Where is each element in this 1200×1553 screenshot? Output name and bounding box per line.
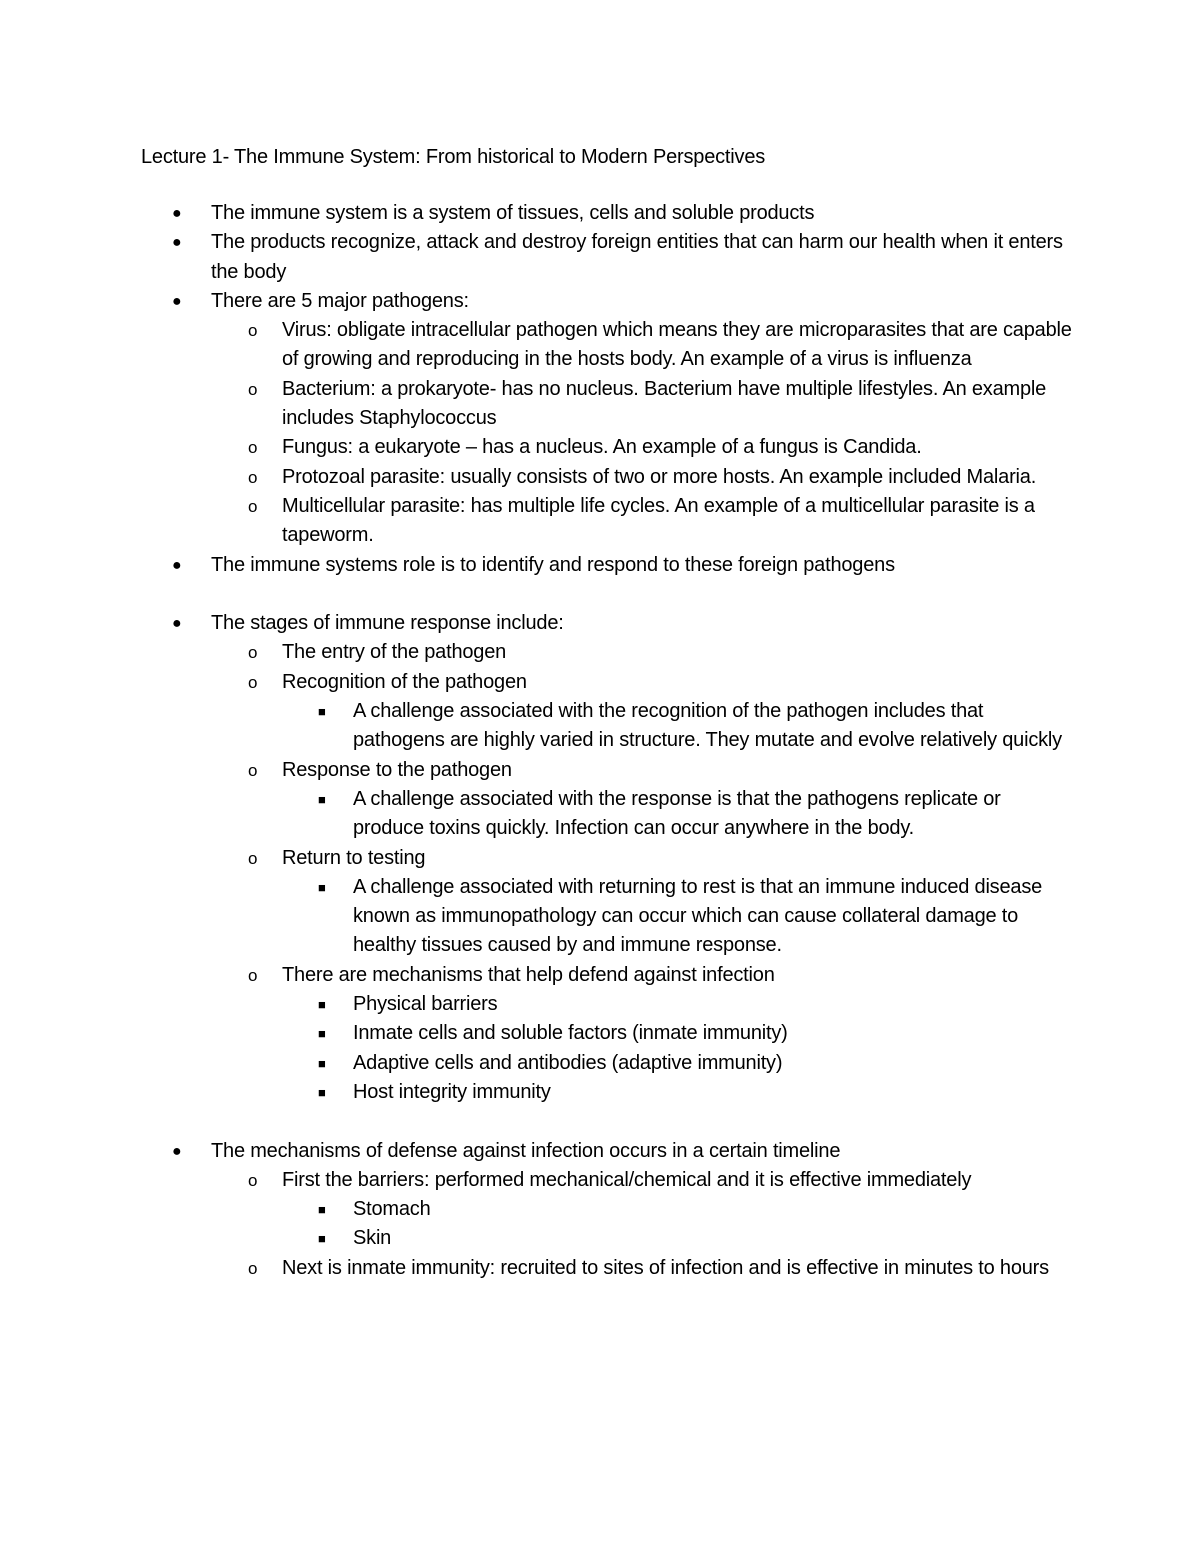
circle-bullet-icon: o <box>248 379 258 399</box>
list-item <box>0 609 1071 1107</box>
circle-bullet-icon: o <box>248 1170 258 1190</box>
bullet-icon: ● <box>172 234 182 252</box>
list-item <box>0 228 1071 287</box>
sub-sub-list <box>282 697 1072 756</box>
list-item-text: The immune systems role is to identify and respond to these foreign pathogens <box>211 553 895 576</box>
sub-list-item-text: Recognition of the pathogen <box>282 670 527 693</box>
sub-list-item <box>0 756 1072 844</box>
sub-list-item-text: Fungus: a eukaryote – has a nucleus. An example of a fungus is Candida. <box>282 436 922 459</box>
sub-list-item-text: Protozoal parasite: usually consists of two or more hosts. An example included Malaria. <box>282 465 1037 488</box>
sub-sub-list-item <box>0 873 1073 961</box>
circle-bullet-icon: o <box>248 438 258 458</box>
square-bullet-icon: ■ <box>318 1026 326 1042</box>
circle-bullet-icon: o <box>248 496 258 516</box>
notes-list <box>0 199 1200 1283</box>
sub-sub-list-item-text: A challenge associated with the response is that the pathogens replicate or produce toxins quickly. Infection can occur anywhere in the body. <box>353 787 1001 840</box>
sub-list-item-text: Response to the pathogen <box>282 758 512 781</box>
sub-list-item <box>0 638 1072 667</box>
sub-sub-list-item <box>0 1195 1073 1224</box>
sub-sub-list-item-text: Adaptive cells and antibodies (adaptive immunity) <box>353 1051 783 1074</box>
list-item <box>0 1137 1071 1283</box>
circle-bullet-icon: o <box>248 965 258 985</box>
sub-sub-list-item-text: Skin <box>353 1227 392 1250</box>
sub-list-item <box>0 492 1072 551</box>
sub-sub-list <box>282 785 1072 844</box>
circle-bullet-icon: o <box>248 643 258 663</box>
sub-sub-list-item <box>0 785 1073 844</box>
square-bullet-icon: ■ <box>318 791 326 807</box>
sub-list-item <box>0 1166 1072 1254</box>
circle-bullet-icon: o <box>248 760 258 780</box>
square-bullet-icon: ■ <box>318 997 326 1013</box>
list-item <box>0 551 1071 580</box>
sub-list-item-text: First the barriers: performed mechanical/chemical and it is effective immediately <box>282 1168 972 1191</box>
circle-bullet-icon: o <box>248 467 258 487</box>
sub-list-item <box>0 844 1072 961</box>
sub-list-item <box>0 1254 1072 1283</box>
bullet-icon: ● <box>172 1142 182 1160</box>
sub-sub-list-item <box>0 697 1073 756</box>
sub-sub-list <box>282 873 1072 961</box>
lecture-title: Lecture 1- The Immune System: From historical to Modern Perspectives <box>141 146 766 168</box>
circle-bullet-icon: o <box>248 848 258 868</box>
sub-list-item <box>0 375 1072 434</box>
sub-list-item <box>0 668 1072 756</box>
sub-list <box>211 638 1071 1107</box>
bullet-icon: ● <box>172 556 182 574</box>
list-item <box>0 199 1071 228</box>
sub-list-item-text: The entry of the pathogen <box>282 641 507 664</box>
sub-sub-list-item-text: Inmate cells and soluble factors (inmate immunity) <box>353 1022 788 1045</box>
list-item-text: There are 5 major pathogens: <box>211 289 469 312</box>
list-item <box>0 287 1071 551</box>
sub-sub-list-item-text: Host integrity immunity <box>353 1080 551 1103</box>
square-bullet-icon: ■ <box>318 1231 326 1247</box>
bullet-icon: ● <box>172 615 182 633</box>
sub-list-item <box>0 961 1072 1107</box>
square-bullet-icon: ■ <box>318 879 326 895</box>
sub-sub-list-item <box>0 1019 1073 1048</box>
sub-list-item <box>0 433 1072 462</box>
sub-sub-list-item <box>0 1049 1073 1078</box>
list-item-text: The products recognize, attack and destroy foreign entities that can harm our health when it enters the body <box>211 231 1063 283</box>
sub-list-item <box>0 316 1072 375</box>
sub-sub-list-item-text: Physical barriers <box>353 993 498 1016</box>
sub-list-item-text: Multicellular parasite: has multiple life cycles. An example of a multicellular parasite is a tapeworm. <box>282 494 1035 547</box>
circle-bullet-icon: o <box>248 1258 258 1278</box>
sub-sub-list <box>282 1195 1072 1254</box>
square-bullet-icon: ■ <box>318 704 326 720</box>
sub-sub-list <box>282 990 1072 1107</box>
bullet-icon: ● <box>172 292 182 310</box>
sub-list-item <box>0 463 1072 492</box>
square-bullet-icon: ■ <box>318 1202 326 1218</box>
list-item-text: The mechanisms of defense against infection occurs in a certain timeline <box>211 1139 841 1162</box>
sub-list <box>211 316 1071 550</box>
sub-list-item-text: There are mechanisms that help defend against infection <box>282 963 775 986</box>
sub-sub-list-item-text: Stomach <box>353 1198 431 1221</box>
sub-sub-list-item <box>0 1224 1073 1253</box>
sub-sub-list-item <box>0 1078 1073 1107</box>
square-bullet-icon: ■ <box>318 1084 326 1100</box>
list-item-text: The immune system is a system of tissues, cells and soluble products <box>211 202 815 224</box>
sub-sub-list-item-text: A challenge associated with returning to rest is that an immune induced disease known as immunopathology can occur which can cause collateral damage to healthy tissues caused by and immune response. <box>353 875 1043 957</box>
sub-list-item-text: Next is inmate immunity: recruited to sites of infection and is effective in minutes to hours <box>282 1256 1049 1279</box>
sub-sub-list-item-text: A challenge associated with the recognition of the pathogen includes that pathogens are highly varied in structure. They mutate and evolve relatively quickly <box>353 700 1062 752</box>
sub-list <box>211 1166 1071 1283</box>
circle-bullet-icon: o <box>248 321 258 341</box>
list-item-text: The stages of immune response include: <box>211 612 564 635</box>
bullet-icon: ● <box>172 205 182 222</box>
sub-list-item-text: Virus: obligate intracellular pathogen which means they are microparasites that are capable of growing and reproducing in the hosts body. An example of a virus is influenza <box>282 319 1072 371</box>
sub-sub-list-item <box>0 990 1073 1019</box>
circle-bullet-icon: o <box>248 672 258 692</box>
sub-list-item-text: Return to testing <box>282 846 426 869</box>
square-bullet-icon: ■ <box>318 1055 326 1071</box>
sub-list-item-text: Bacterium: a prokaryote- has no nucleus. Bacterium have multiple lifestyles. An example includes Staphylococcus <box>282 377 1047 430</box>
